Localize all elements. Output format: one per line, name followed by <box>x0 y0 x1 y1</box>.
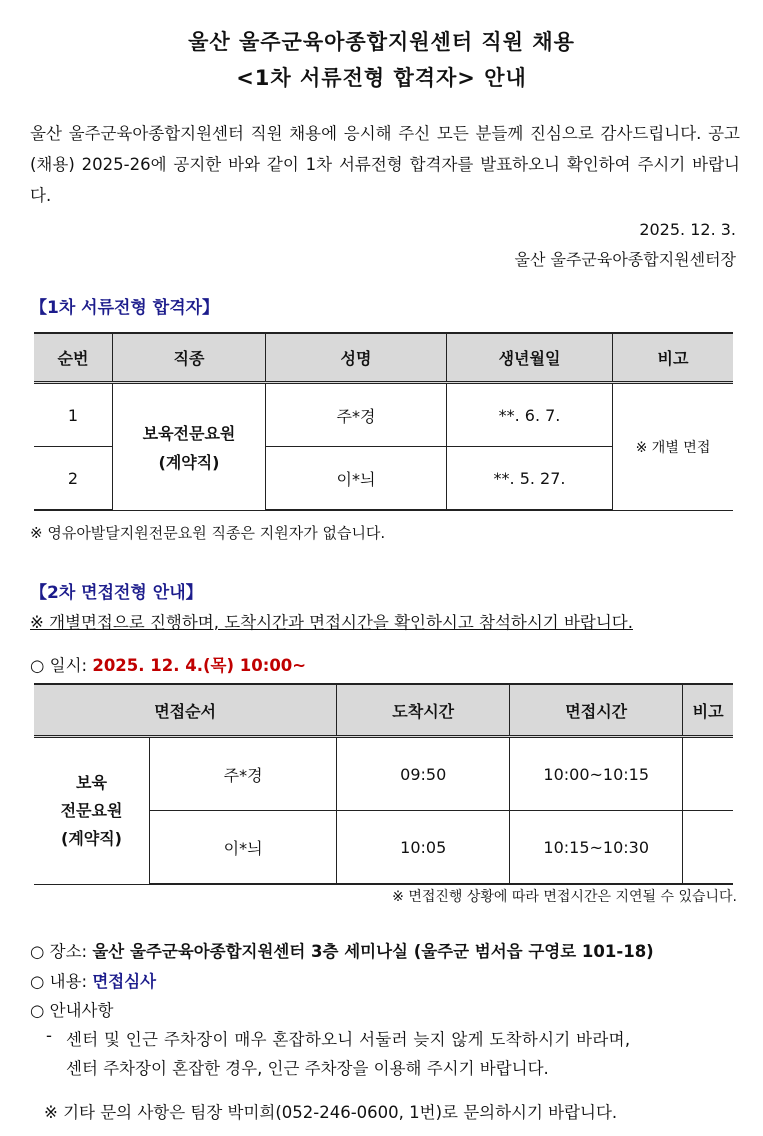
passers-table <box>34 332 733 511</box>
row-remark <box>683 737 733 811</box>
intro-paragraph: 울산 울주군육아종합지원센터 직원 채용에 응시해 주신 모든 분들께 진심으로 감사드립니다. 공고(채용) 2025-26에 공지한 바와 같이 1차 서류전형 합격자를 발표하오니 확인하여 주시기 바랍니다. <box>30 124 740 205</box>
table-row <box>34 737 733 811</box>
place-label: ○ 장소: <box>30 942 88 961</box>
col-header-name: 성명 <box>266 333 447 383</box>
contact-note: ※ 기타 문의 사항은 팀장 박미희(052-246-0600, 1번)로 문의하시기 바랍니다. <box>44 1103 618 1122</box>
row-no: 2 <box>34 447 113 511</box>
row-time: 10:15~10:30 <box>510 811 683 885</box>
col-header-remark: 비고 <box>683 684 733 737</box>
job-line3: (계약직) <box>61 828 122 848</box>
col-header-birth: 생년월일 <box>447 333 613 383</box>
content-label: ○ 내용: <box>30 972 88 991</box>
row-arrive: 10:05 <box>337 811 510 885</box>
job-line2: 전문요원 <box>60 800 123 820</box>
col-header-job: 직종 <box>113 333 266 383</box>
row-birth: **. 6. 7. <box>447 383 613 447</box>
col-header-order: 면접순서 <box>34 684 337 737</box>
table-row <box>34 383 733 447</box>
place-line <box>30 938 654 962</box>
content-value: 면접심사 <box>92 972 157 991</box>
guide-line2: 센터 주차장이 혼잡한 경우, 인근 주차장을 이용해 주시기 바랍니다. <box>66 1059 549 1078</box>
place-value: 울산 울주군육아종합지원센터 3층 세미나실 (울주군 범서읍 구영로 101-18) <box>92 942 654 961</box>
interview-table <box>34 683 733 885</box>
interview-notice: ※ 개별면접으로 진행하며, 도착시간과 면접시간을 확인하시고 참석하시기 바랍니다. <box>30 613 633 632</box>
page-title-line2: <1차 서류전형 합격자> 안내 <box>236 66 527 90</box>
row-arrive: 09:50 <box>337 737 510 811</box>
schedule-line <box>30 652 306 676</box>
job-line1: 보육 <box>76 772 107 792</box>
schedule-value: 2025. 12. 4.(목) 10:00~ <box>92 656 307 675</box>
col-header-remark: 비고 <box>613 333 734 383</box>
guide-line1: 센터 및 인근 주차장이 매우 혼잡하오니 서둘러 늦지 않게 도착하시기 바라며, <box>66 1030 631 1049</box>
job-type: (계약직) <box>158 452 220 472</box>
job-cell <box>113 383 266 511</box>
row-name: 주*경 <box>150 737 337 811</box>
schedule-label: ○ 일시: <box>30 656 88 675</box>
row-birth: **. 5. 27. <box>447 447 613 511</box>
row-name: 이*늬 <box>150 811 337 885</box>
section1-heading: 【1차 서류전형 합격자】 <box>30 298 220 318</box>
job-cell <box>34 737 150 885</box>
row-remark <box>683 811 733 885</box>
col-header-no: 순번 <box>34 333 113 383</box>
remark-cell: ※ 개별 면접 <box>613 383 734 511</box>
notice-date: 2025. 12. 3. <box>639 220 736 239</box>
section2-heading: 【2차 면접전형 안내】 <box>30 583 203 603</box>
row-name: 이*늬 <box>266 447 447 511</box>
col-header-time: 면접시간 <box>510 684 683 737</box>
row-time: 10:00~10:15 <box>510 737 683 811</box>
delay-note: ※ 면접진행 상황에 따라 면접시간은 지연될 수 있습니다. <box>392 889 737 905</box>
guide-label: ○ 안내사항 <box>30 1001 114 1020</box>
page-title-line1: 울산 울주군육아종합지원센터 직원 채용 <box>188 30 575 54</box>
guide-dash: - <box>46 1026 52 1045</box>
col-header-arrive: 도착시간 <box>337 684 510 737</box>
row-no: 1 <box>34 383 113 447</box>
row-name: 주*경 <box>266 383 447 447</box>
issuer-name: 울산 울주군육아종합지원센터장 <box>514 250 736 269</box>
no-applicant-note: ※ 영유아발달지원전문요원 직종은 지원자가 없습니다. <box>30 524 386 542</box>
job-name: 보육전문요원 <box>142 423 236 443</box>
content-line <box>30 968 156 992</box>
